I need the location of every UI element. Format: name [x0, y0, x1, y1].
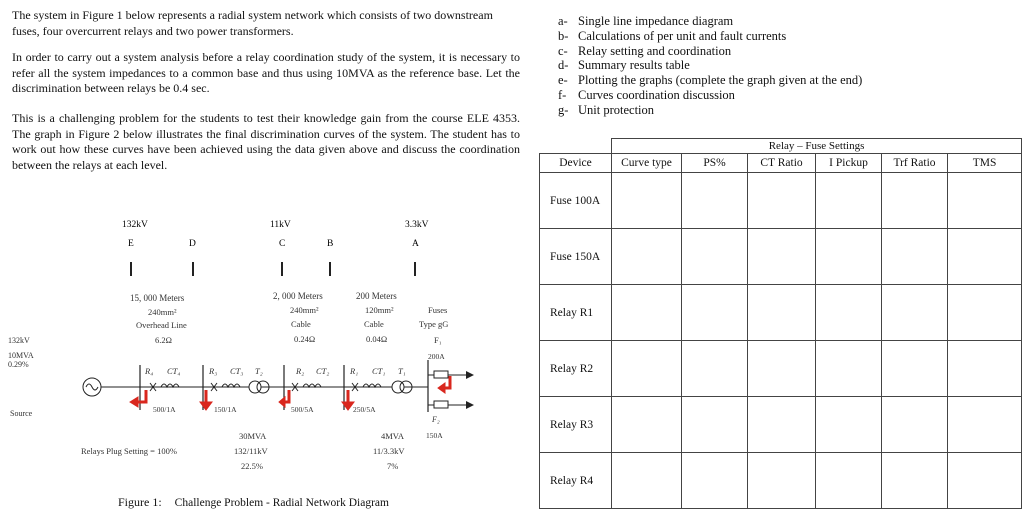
- empty-cell[interactable]: [682, 453, 748, 509]
- task-item: b- Calculations of per unit and fault currents: [558, 28, 787, 43]
- figure-caption: [118, 495, 389, 510]
- empty-cell[interactable]: [882, 229, 948, 285]
- t2-impedance: 22.5%: [241, 461, 263, 471]
- line2-impedance: 0.24Ω: [294, 334, 316, 344]
- t1-impedance: 7%: [387, 461, 399, 471]
- caption-number: Figure 1:: [118, 495, 162, 509]
- empty-cell[interactable]: [612, 397, 682, 453]
- fuse-f1-rating: 200A: [428, 352, 445, 361]
- ct3-label: CT₃: [230, 366, 244, 376]
- device-cell: Relay R1: [540, 285, 612, 341]
- ct3-ratio: 150/1A: [214, 405, 237, 414]
- empty-cell[interactable]: [882, 285, 948, 341]
- empty-cell[interactable]: [748, 397, 816, 453]
- intro-paragraph-3: This is a challenging problem for the students to test their knowledge gain from the course ELE 4353. The graph in Figure 2 below illustrates the final discrimination curves of the system. The student has to work out how these curves have been achieved using the data given above and discuss the coordination between the relays at each level.: [12, 111, 520, 172]
- source-impedance: 0.29%: [8, 360, 29, 369]
- sine-wave-icon: [86, 384, 98, 390]
- header-curve-type: Curve type: [612, 154, 682, 173]
- table-row: [540, 173, 1022, 229]
- empty-cell[interactable]: [748, 453, 816, 509]
- relays-plug-setting: Relays Plug Setting = 100%: [81, 446, 177, 456]
- bus-voltage-11kv: 11kV: [270, 220, 291, 230]
- task-item: g- Unit protection: [558, 102, 655, 117]
- source-mva: 10MVA: [8, 351, 34, 360]
- t2-mva: 30MVA: [239, 431, 267, 441]
- fuses-type: Type gG: [419, 319, 449, 329]
- empty-cell[interactable]: [612, 453, 682, 509]
- line1-length: 15, 000 Meters: [130, 293, 185, 303]
- task-item: c- Relay setting and coordination: [558, 43, 732, 58]
- header-ps: PS%: [682, 154, 748, 173]
- empty-cell[interactable]: [682, 285, 748, 341]
- caption-text: Challenge Problem - Radial Network Diagram: [174, 497, 389, 509]
- empty-cell[interactable]: [882, 341, 948, 397]
- line3-type: Cable: [364, 319, 384, 329]
- empty-cell[interactable]: [882, 173, 948, 229]
- ct2-label: CT₂: [316, 366, 330, 376]
- ct1-ratio: 250/5A: [353, 405, 376, 414]
- empty-cell[interactable]: [816, 341, 882, 397]
- ct2-ratio: 500/5A: [291, 405, 314, 414]
- line2-type: Cable: [291, 319, 311, 329]
- line3-impedance: 0.04Ω: [366, 334, 388, 344]
- line1-impedance: 6.2Ω: [155, 335, 172, 345]
- table-row: [540, 341, 1022, 397]
- empty-cell[interactable]: [612, 173, 682, 229]
- empty-cell[interactable]: [816, 453, 882, 509]
- relay-r3-label: R₃: [209, 366, 218, 376]
- table-row: [540, 453, 1022, 509]
- source-voltage: 132kV: [8, 336, 30, 345]
- empty-cell[interactable]: [682, 173, 748, 229]
- t2-ratio: 132/11kV: [234, 446, 268, 456]
- bus-letter-c: C: [279, 239, 286, 249]
- bus-letter-e: E: [128, 239, 134, 249]
- bus-voltage-132kv: 132kV: [122, 220, 148, 230]
- relay-r1-label: R₁: [350, 366, 359, 376]
- fuse-f2-rating: 150A: [426, 431, 443, 440]
- relay-r4-label: R₄: [145, 366, 154, 376]
- device-cell: Relay R3: [540, 397, 612, 453]
- empty-cell[interactable]: [816, 229, 882, 285]
- ct4-ratio: 500/1A: [153, 405, 176, 414]
- bus-letter-d: D: [189, 239, 196, 249]
- bus-markers: [131, 262, 415, 276]
- empty-cell[interactable]: [882, 453, 948, 509]
- empty-cell[interactable]: [612, 229, 682, 285]
- header-i-pickup: I Pickup: [816, 154, 882, 173]
- header-tms: TMS: [948, 154, 1022, 173]
- ct1-label: CT₁: [372, 366, 386, 376]
- empty-cell[interactable]: [816, 397, 882, 453]
- bus-voltage-3-3kv: 3.3kV: [405, 220, 429, 230]
- empty-cell[interactable]: [948, 397, 1022, 453]
- header-trf-ratio: Trf Ratio: [882, 154, 948, 173]
- empty-cell[interactable]: [948, 229, 1022, 285]
- transformer-t2-label: T₂: [255, 366, 263, 376]
- task-item: f- Curves coordination discussion: [558, 87, 735, 102]
- line3-length: 200 Meters: [356, 291, 397, 301]
- device-cell: Relay R4: [540, 453, 612, 509]
- intro-paragraph-1: The system in Figure 1 below represents a radial system network which consists of two downstream fuses, four overcurrent relays and two power transformers.: [12, 8, 493, 38]
- line2-size: 240mm²: [290, 305, 319, 315]
- header-ct-ratio: CT Ratio: [748, 154, 816, 173]
- empty-cell[interactable]: [612, 285, 682, 341]
- task-item: a- Single line impedance diagram: [558, 14, 734, 28]
- radial-network-diagram: [0, 200, 530, 496]
- table-row: [540, 229, 1022, 285]
- task-list: [558, 14, 862, 118]
- empty-cell[interactable]: [748, 173, 816, 229]
- fuse-f2-label: F₂: [432, 415, 440, 424]
- t1-mva: 4MVA: [381, 431, 404, 441]
- header-device: Device: [540, 154, 612, 173]
- empty-cell[interactable]: [948, 285, 1022, 341]
- table-row: [540, 397, 1022, 453]
- relay-r2-label: R₂: [296, 366, 305, 376]
- device-cell: Fuse 150A: [540, 229, 612, 285]
- table-row: [540, 285, 1022, 341]
- device-cell: Relay R2: [540, 341, 612, 397]
- bus-letter-b: B: [327, 239, 334, 249]
- empty-cell[interactable]: [948, 341, 1022, 397]
- ct4-label: CT₄: [167, 366, 181, 376]
- transformer-t1-label: T₁: [398, 366, 406, 376]
- bus-letter-a: A: [412, 239, 419, 249]
- relay-fuse-settings-table: [539, 138, 1022, 509]
- line3-size: 120mm²: [365, 305, 394, 315]
- empty-cell[interactable]: [748, 341, 816, 397]
- line1-type: Overhead Line: [136, 320, 187, 330]
- intro-paragraph-2: In order to carry out a system analysis before a relay coordination study of the system, it is necessary to refer all the system impedances to a common base and thus using 10MVA as the reference base. Let the discrimination between relays be 0.4 sec.: [12, 50, 520, 95]
- line1-size: 240mm²: [148, 307, 177, 317]
- fuse-f1-label: F₁: [434, 335, 442, 345]
- trip-arrows: [130, 376, 450, 410]
- table-title: Relay – Fuse Settings: [612, 139, 1022, 154]
- task-item: d- Summary results table: [558, 58, 690, 73]
- empty-cell[interactable]: [882, 397, 948, 453]
- empty-cell[interactable]: [682, 229, 748, 285]
- empty-cell[interactable]: [816, 285, 882, 341]
- empty-cell[interactable]: [948, 173, 1022, 229]
- task-item: e- Plotting the graphs (complete the graph given at the end): [558, 73, 863, 88]
- empty-cell[interactable]: [948, 453, 1022, 509]
- t1-ratio: 11/3.3kV: [373, 446, 405, 456]
- empty-cell[interactable]: [682, 341, 748, 397]
- fuses-label: Fuses: [428, 305, 448, 315]
- empty-cell[interactable]: [816, 173, 882, 229]
- empty-cell[interactable]: [748, 285, 816, 341]
- source-label: Source: [10, 409, 33, 418]
- empty-cell[interactable]: [612, 341, 682, 397]
- empty-cell[interactable]: [682, 397, 748, 453]
- device-cell: Fuse 100A: [540, 173, 612, 229]
- empty-cell[interactable]: [748, 229, 816, 285]
- line2-length: 2, 000 Meters: [273, 291, 323, 301]
